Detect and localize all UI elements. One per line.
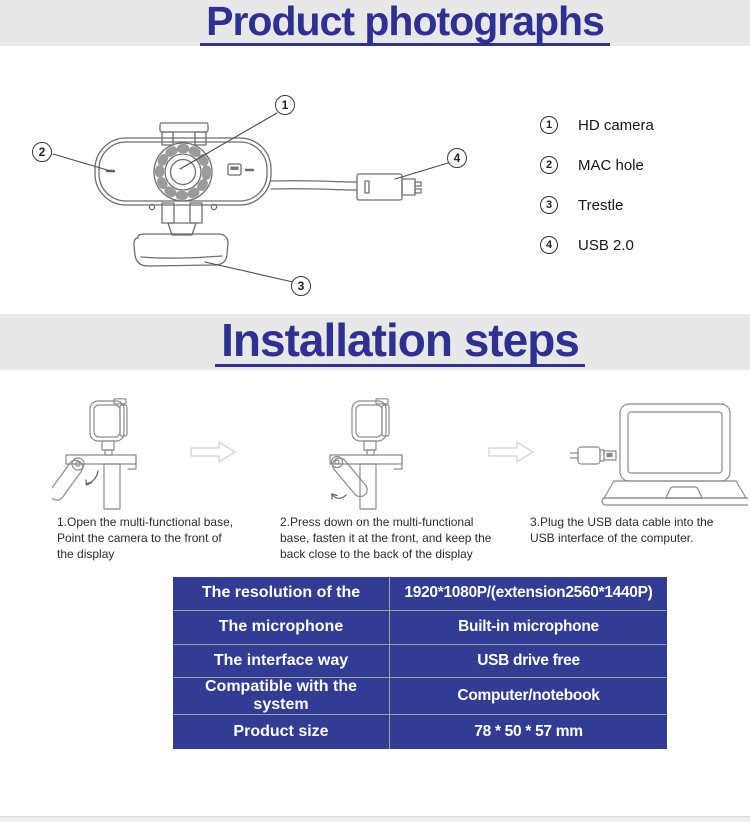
callout-4: 4 — [447, 148, 467, 168]
usb-cable — [271, 181, 357, 190]
bottom-divider — [0, 816, 750, 822]
spec-label: Compatible with the system — [173, 678, 390, 715]
spec-label: The microphone — [173, 611, 390, 645]
step-1-caption — [57, 514, 277, 562]
legend-item-mac-hole — [540, 153, 654, 177]
spec-label: The resolution of the — [173, 577, 390, 611]
spec-value: Built-in microphone — [390, 611, 667, 645]
spec-value: USB drive free — [390, 645, 667, 679]
step-3-caption — [530, 514, 750, 546]
spec-label: The interface way — [173, 645, 390, 679]
caption-line: USB interface of the computer. — [530, 531, 694, 545]
spec-table — [173, 577, 667, 749]
spec-label: Product size — [173, 715, 390, 749]
installation-header-band — [0, 314, 750, 370]
legend-item-usb — [540, 233, 654, 257]
usb-connector — [357, 174, 421, 200]
caption-line: base, fasten it at the front, and keep the — [280, 531, 492, 545]
caption-line: the display — [57, 547, 115, 561]
step-1-illustration — [52, 398, 148, 510]
product-header-band — [0, 0, 750, 46]
laptop-screen — [620, 404, 730, 481]
legend-number-badge: 1 — [540, 116, 558, 134]
arrow-right-icon — [487, 440, 535, 464]
legend-item-label: HD camera — [578, 116, 654, 134]
usb-plug-icon — [570, 447, 616, 464]
legend-item-trestle — [540, 193, 654, 217]
step-2-illustration — [328, 398, 424, 510]
product-title: Product photographs — [200, 1, 610, 46]
caption-line: 1.Open the multi-functional base, — [57, 515, 234, 529]
legend-item-label: MAC hole — [578, 156, 644, 174]
legend-item-label: Trestle — [578, 196, 624, 214]
installation-title: Installation steps — [215, 317, 585, 367]
legend-item-label: USB 2.0 — [578, 236, 634, 254]
arrow-right-icon — [189, 440, 237, 464]
step-2-caption — [280, 514, 514, 562]
spec-value: 1920*1080P/(extension2560*1440P) — [390, 577, 667, 611]
spec-value: Computer/notebook — [390, 678, 667, 715]
webcam-lens — [154, 143, 212, 201]
caption-line: 2.Press down on the multi-functional — [280, 515, 474, 529]
laptop-illustration — [570, 402, 748, 517]
legend-number-badge: 2 — [540, 156, 558, 174]
parts-legend — [540, 113, 654, 273]
callout-2: 2 — [32, 142, 52, 162]
caption-line: 3.Plug the USB data cable into the — [530, 515, 714, 529]
legend-number-badge: 3 — [540, 196, 558, 214]
callout-1: 1 — [275, 95, 295, 115]
webcam-diagram — [15, 85, 505, 300]
caption-line: Point the camera to the front of — [57, 531, 222, 545]
caption-line: back close to the back of the display — [280, 547, 473, 561]
legend-item-hd-camera — [540, 113, 654, 137]
webcam-trestle — [134, 203, 228, 266]
spec-value: 78 * 50 * 57 mm — [474, 723, 583, 741]
legend-number-badge: 4 — [540, 236, 558, 254]
callout-3: 3 — [291, 276, 311, 296]
